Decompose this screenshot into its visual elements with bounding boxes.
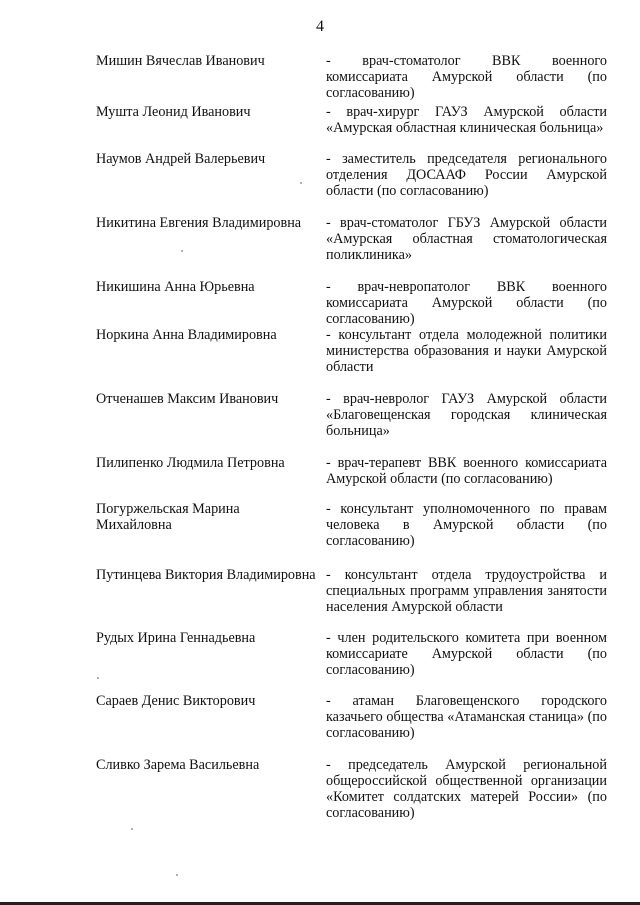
- page-number: 4: [316, 18, 324, 35]
- member-name: Никишина Анна Юрьевна: [96, 279, 255, 295]
- member-role: - член родительского комитета при военном комиссариате Амурской области (по согласованию): [326, 630, 607, 678]
- member-role: - консультант отдела молодежной политики министерства образования и науки Амурской области: [326, 327, 607, 375]
- member-name: Никитина Евгения Владимировна: [96, 215, 302, 231]
- member-name: Наумов Андрей Валерьевич: [96, 151, 266, 167]
- scan-speck: [176, 874, 178, 876]
- member-role: - врач-хирург ГАУЗ Амурской области «Амурская областная клиническая больница»: [326, 104, 607, 136]
- member-name: Погуржельская Марина Михайловна: [96, 501, 240, 533]
- member-role: - врач-стоматолог ВВК военного комиссариата Амурской области (по согласованию): [326, 53, 607, 101]
- member-name: Путинцева Виктория Владимировна: [96, 567, 316, 583]
- member-name: Норкина Анна Владимировна: [96, 327, 277, 343]
- scan-speck: [97, 677, 99, 679]
- member-role: - консультант уполномоченного по правам человека в Амурской области (по согласованию): [326, 501, 607, 549]
- member-role: - консультант отдела трудоустройства и специальных программ управления занятости населения Амурской области: [326, 567, 607, 615]
- member-name: Пилипенко Людмила Петровна: [96, 455, 285, 471]
- scan-speck: [131, 828, 133, 830]
- member-role: - врач-невропатолог ВВК военного комиссариата Амурской области (по согласованию): [326, 279, 607, 327]
- scan-speck: [181, 250, 183, 252]
- scan-speck: [300, 182, 302, 184]
- member-role: - врач-стоматолог ГБУЗ Амурской области «Амурская областная стоматологическая поликлиника»: [326, 215, 607, 263]
- member-role: - врач-невролог ГАУЗ Амурской области «Благовещенская городская клиническая больница»: [326, 391, 607, 439]
- member-role: - заместитель председателя регионального отделения ДОСААФ России Амурской области (по согласованию): [326, 151, 607, 199]
- member-name: Мишин Вячеслав Иванович: [96, 53, 265, 69]
- member-name: Сливко Зарема Васильевна: [96, 757, 260, 773]
- member-name: Рудых Ирина Геннадьевна: [96, 630, 256, 646]
- member-name: Мушта Леонид Иванович: [96, 104, 251, 120]
- member-name: Сараев Денис Викторович: [96, 693, 256, 709]
- member-role: - атаман Благовещенского городского казачьего общества «Атаманская станица» (по согласованию): [326, 693, 607, 741]
- member-name: Отченашев Максим Иванович: [96, 391, 279, 407]
- member-role: - врач-терапевт ВВК военного комиссариата Амурской области (по согласованию): [326, 455, 607, 487]
- member-role: - председатель Амурской региональной общероссийской общественной организации «Комитет солдатских матерей России» (по согласованию): [326, 757, 607, 821]
